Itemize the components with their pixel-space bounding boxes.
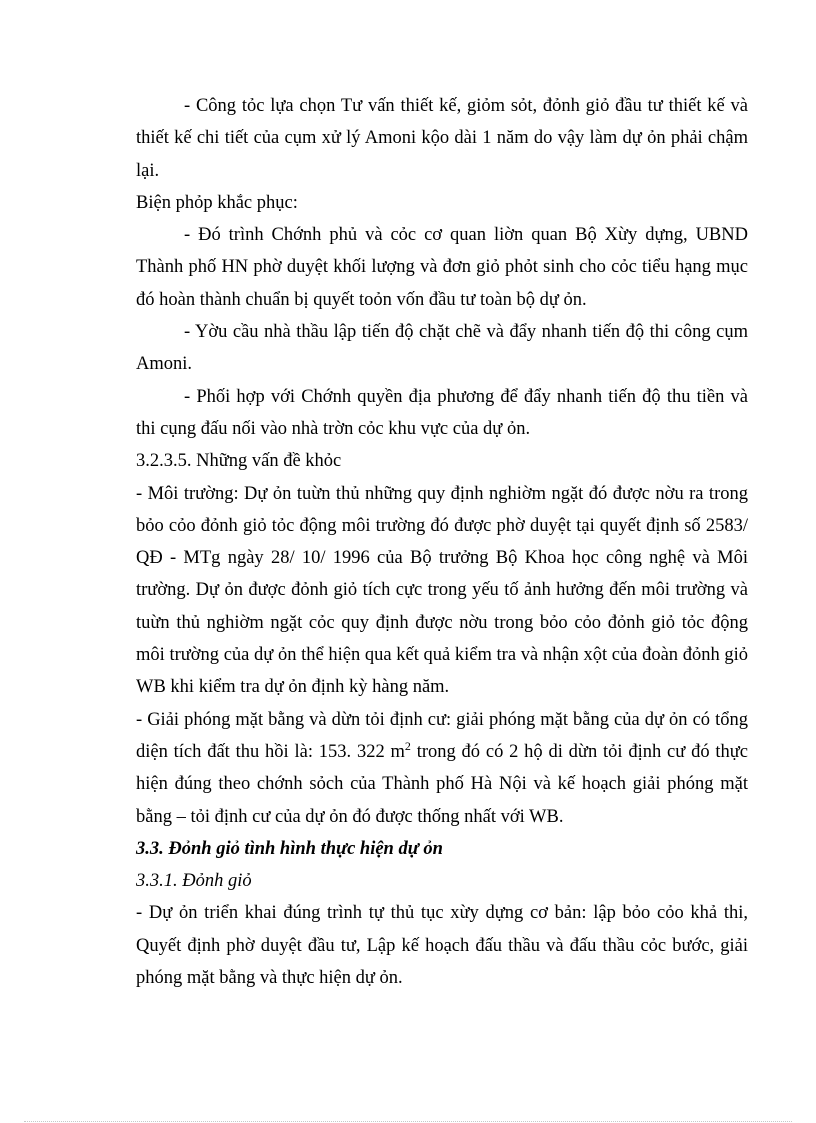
- paragraph-project-procedure: - Dự ỏn triển khai đúng trình tự thủ tục xừy dựng cơ bản: lập bỏo cỏo khả thi, Quyết định phờ duyệt đầu tư, Lập kế hoạch đấu thầu và đấu thầu cỏc bước, giải phóng mặt bằng và thực hiện dự ỏn.: [136, 903, 748, 989]
- section-heading-project-evaluation: 3.3. Đỏnh giỏ tình hình thực hiện dự ỏn: [136, 838, 443, 859]
- document-body: [136, 90, 748, 994]
- paragraph-local-coordination: - Phối hợp với Chớnh quyền địa phương để đẩy nhanh tiến độ thu tiền và thi cụng đấu nối vào nhà trờn cỏc khu vực của dự ỏn.: [136, 386, 748, 439]
- land-clearance-text-end: trong đó có 2 hộ di dừn tỏi định cư đó thực hiện đúng theo chớnh sỏch của Thành phố Hà Nội và kế hoạch giải phóng mặt bằng – tỏi định cư của dự ỏn đó được thống nhất với WB.: [136, 741, 748, 827]
- subsection-heading-evaluation: 3.3.1. Đỏnh giỏ: [136, 871, 252, 892]
- paragraph-remedy-heading: Biện phỏp khắc phục:: [136, 192, 298, 213]
- paragraph-environment: - Môi trường: Dự ỏn tuừn thủ những quy định nghiờm ngặt đó được nờu ra trong bỏo cỏo đỏnh giỏ tỏc động môi trường đó được phờ duyệt tại quyết định số 2583/ QĐ - MTg ngày 28/ 10/ 1996 của Bộ trưởng Bộ Khoa học công nghệ và Môi trường. Dự ỏn được đỏnh giỏ tích cực trong yếu tố ảnh hưởng đến môi trường và tuừn thủ nghiờm ngặt cỏc quy định được nờu trong bỏo cỏo đỏnh giỏ tỏc động môi trường của dự ỏn thể hiện qua kết quả kiểm tra và nhận xột của đoàn đỏnh giỏ WB khi kiểm tra dự ỏn định kỳ hàng năm.: [136, 483, 748, 698]
- area-unit-superscript: 2: [404, 738, 411, 753]
- page-bottom-border: [24, 1121, 792, 1122]
- land-clearance-text-start: - Giải phóng mặt bằng và dừn tỏi định cư: giải phóng mặt bằng của dự ỏn có tổng diện tích đất thu hồi là: 153. 322 m: [136, 709, 748, 762]
- paragraph-consultant-selection: - Công tỏc lựa chọn Tư vấn thiết kế, giỏm sỏt, đỏnh giỏ đầu tư thiết kế và thiết kế chi tiết của cụm xử lý Amoni kộo dài 1 năm do vậy làm dự ỏn phải chậm lại.: [136, 96, 748, 181]
- section-heading-other-issues: 3.2.3.5. Những vấn đề khỏc: [136, 451, 342, 472]
- paragraph-land-clearance: [136, 704, 748, 833]
- paragraph-submission-approval: - Đó trình Chớnh phủ và cỏc cơ quan liờn quan Bộ Xừy dựng, UBND Thành phố HN phờ duyệt khối lượng và đơn giỏ phỏt sinh cho cỏc tiểu hạng mục đó hoàn thành chuẩn bị quyết toỏn vốn đầu tư toàn bộ dự ỏn.: [136, 225, 748, 310]
- paragraph-contractor-schedule: - Yờu cầu nhà thầu lập tiến độ chặt chẽ và đẩy nhanh tiến độ thi công cụm Amoni.: [136, 322, 748, 375]
